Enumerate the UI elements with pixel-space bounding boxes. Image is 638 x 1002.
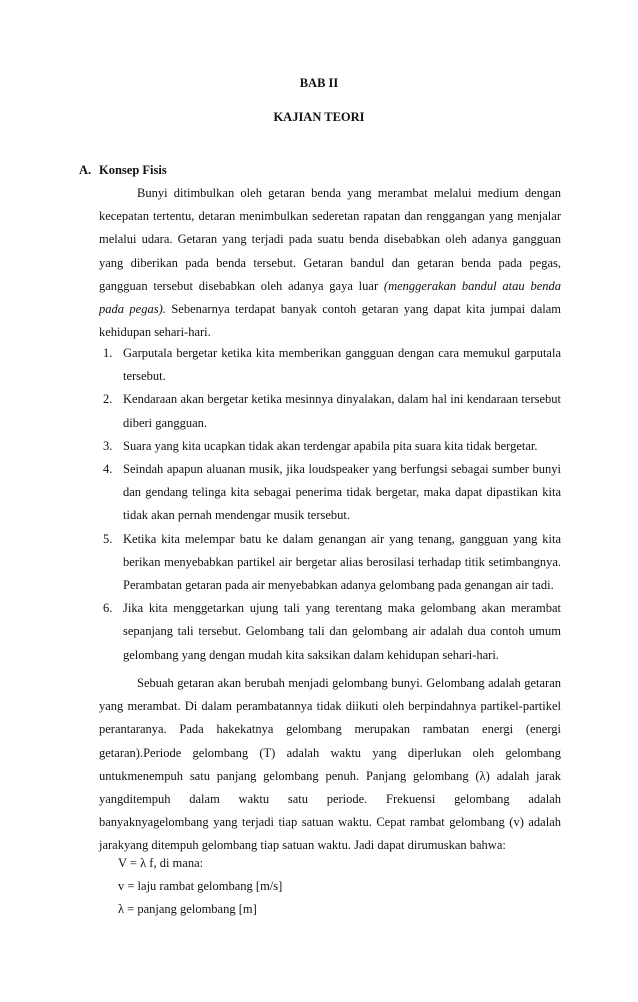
- list-item: [99, 342, 561, 388]
- list-text: Garputala bergetar ketika kita memberikan gangguan dengan cara memukul garputala tersebut.: [123, 346, 561, 384]
- intro-text-2: Sebenarnya terdapat banyak contoh getaran yang dapat kita jumpai dalam kehidupan sehari-hari.: [99, 302, 562, 340]
- formula-block: [118, 852, 282, 922]
- formula-line: v = laju rambat gelombang [m/s]: [118, 879, 283, 894]
- list-item: [99, 528, 561, 598]
- section-heading: [79, 163, 167, 178]
- section-letter: A.: [79, 163, 92, 177]
- formula-line: V = λ f, di mana:: [118, 856, 204, 870]
- list-text: Suara yang kita ucapkan tidak akan terdengar apabila pita suara kita tidak bergetar.: [123, 438, 538, 453]
- list-number: 2.: [103, 392, 113, 407]
- list-number: 5.: [103, 531, 113, 546]
- list-number: 4.: [103, 462, 113, 477]
- examples-list: [99, 342, 561, 667]
- list-item: [99, 388, 561, 434]
- list-text: Kendaraan akan bergetar ketika mesinnya dinyalakan, dalam hal ini kendaraan tersebut diberi gangguan.: [123, 392, 561, 430]
- wave-text: Sebuah getaran akan berubah menjadi gelombang bunyi. Gelombang adalah getaran yang merambat. Di dalam perambatannya tidak diikuti oleh berpindahnya partikel-partikel perantaranya. Pada hakekatnya gelombang merupakan rambatan energi (energi getaran).Periode gelombang (T) adalah waktu yang diperlukan oleh gelombang untukmenempuh satu panjang gelombang penuh. Panjang gelombang (λ) adalah jarak yangditempuh dalam waktu satu periode. Frekuensi gelombang adalah banyaknyagelombang yang terjadi tiap satuan waktu. Cepat rambat gelombang (v) adalah jarakyang ditempuh gelombang tiap satuan waktu. Jadi dapat dirumuskan bahwa:: [99, 676, 561, 853]
- list-item: [99, 597, 561, 667]
- intro-text-1: Bunyi ditimbulkan oleh getaran benda yang merambat melalui medium dengan kecepatan tertentu, detaran menimbulkan sederetan rapatan dan renggangan yang menjalar melalui udara. Getaran yang terjadi pada suatu benda disebabkan oleh adanya gangguan yang diberikan pada benda tersebut. Getaran bandul dan getaran benda pada pegas, gangguan tersebut disebabkan oleh adanya gaya luar: [99, 186, 561, 293]
- list-number: 6.: [103, 601, 113, 616]
- list-item: [99, 435, 561, 458]
- list-number: 1.: [103, 346, 113, 360]
- list-number: 3.: [103, 438, 113, 453]
- list-item: [99, 458, 561, 528]
- list-text: Ketika kita melempar batu ke dalam genangan air yang tenang, gangguan yang kita berikan menyebabkan partikel air bergetar alias berosilasi terhadap titik setimbangnya. Perambatan getaran pada air menyebabkan adanya gelombang pada genangan air tadi.: [123, 531, 561, 593]
- list-text: Seindah apapun aluanan musik, jika loudspeaker yang berfungsi sebagai sumber bunyi dan gendang telinga kita sebagai penerima tidak bergetar, maka dapat dipastikan kita tidak akan pernah mendengar musik tersebut.: [123, 462, 561, 523]
- wave-paragraph: [99, 672, 561, 858]
- list-text: Jika kita menggetarkan ujung tali yang terentang maka gelombang akan merambat sepanjang tali tersebut. Gelombang tali dan gelombang air adalah dua contoh umum gelombang yang dengan mudah kita saksikan dalam kehidupan sehari-hari.: [123, 601, 561, 662]
- intro-paragraph: [99, 182, 561, 344]
- chapter-number: BAB II: [299, 76, 339, 90]
- intro-italic-text: (menggerakan bandul atau benda pada pegas).: [99, 278, 562, 317]
- formula-line: λ = panjang gelombang [m]: [118, 902, 257, 917]
- section-title: Konsep Fisis: [99, 163, 167, 177]
- chapter-title: KAJIAN TEORI: [273, 110, 365, 124]
